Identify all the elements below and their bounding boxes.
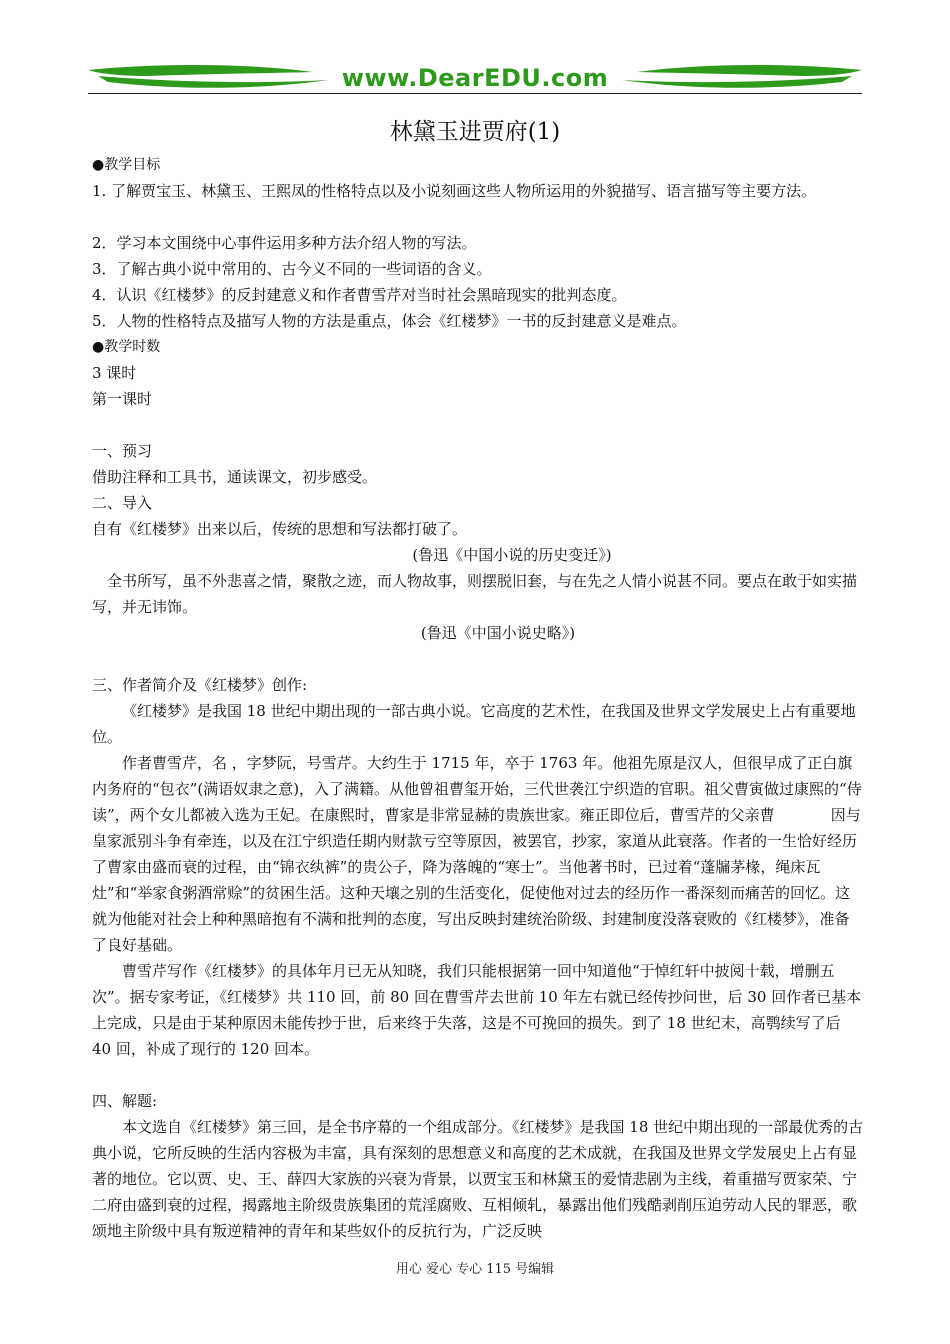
preview-text: 借助注释和工具书，通读课文，初步感受。: [92, 468, 378, 486]
author-paragraph-1: 《红楼梦》是我国 18 世纪中期出现的一部古典小说。它高度的艺术性，在我国及世界文学发展史上占有重要地位。: [92, 702, 856, 746]
quote-1-source: (鲁迅《中国小说的历史变迁》): [412, 546, 612, 564]
site-banner: [88, 60, 862, 96]
analysis-paragraph-1: 本文选自《红楼梦》第三回，是全书序幕的一个组成部分。《红楼梦》是我国 18 世纪中期出现的一部最优秀的古典小说，它所反映的生活内容极为丰富，具有深刻的思想意义和高度的艺术成就，在我国及世界文学发展史上占有显著的地位。它以贾、史、王、薛四大家族的兴衰为背景，以贾宝玉和林黛玉的爱情悲剧为主线，着重描写贾家荣、宁二府由盛到衰的过程，揭露地主阶级贵族集团的荒淫腐败、互相倾轧，暴露出他们残酷剥削压迫劳动人民的罪恶，歌颂地主阶级中具有叛逆精神的青年和某些奴仆的反抗行为，广泛反映: [92, 1118, 864, 1240]
intro-heading: 二、导入: [92, 494, 153, 512]
header-rule: [88, 93, 862, 94]
goal-1: 1. 了解贾宝玉、林黛玉、王熙凤的性格特点以及小说刻画这些人物所运用的外貌描写、语言描写等主要方法。: [92, 182, 817, 200]
quote-2: 全书所写，虽不外悲喜之情，聚散之迹，而人物故事，则摆脱旧套，与在先之人情小说甚不同。要点在敢于如实描写，并无讳饰。: [92, 572, 858, 616]
preview-heading: 一、预习: [92, 442, 153, 460]
goals-heading: ●教学目标: [92, 157, 161, 173]
site-url: www.DearEDU.com: [341, 64, 609, 92]
goal-4: 4．认识《红楼梦》的反封建意义和作者曹雪芹对当时社会黑暗现实的批判态度。: [92, 286, 627, 304]
author-paragraph-2: [92, 750, 864, 958]
quote-1: 自有《红楼梦》出来以后，传统的思想和写法都打破了。: [92, 520, 468, 538]
lesson-label: 第一课时: [92, 390, 153, 408]
hours-value: 3 课时: [92, 364, 137, 382]
document-body: [92, 152, 864, 1244]
author-heading: 三、作者简介及《红楼梦》创作:: [92, 676, 308, 694]
author-paragraph-2-part-b: 因与皇家派别斗争有牵连，以及在江宁织造任期内财款亏空等原因，被罢官，抄家，家道从此衰落。作者的一生恰好经历了曹家由盛而衰的过程，由“锦衣纨裤”的贵公子，降为落魄的“寒士”。当他著书时，已过着“蓬牖茅椽，绳床瓦灶”和“举家食粥酒常赊”的贫困生活。这种天壤之别的生活变化，促使他对过去的经历作一番深刻而痛苦的回忆。这就为他能对社会上种种黑暗抱有不满和批判的态度，写出反映封建统治阶级、封建制度没落衰败的《红楼梦》，准备了良好基础。: [92, 806, 861, 954]
analysis-heading: 四、解题:: [92, 1092, 158, 1110]
hours-heading: ●教学时数: [92, 339, 161, 355]
goal-5: 5．人物的性格特点及描写人物的方法是重点，体会《红楼梦》一书的反封建意义是难点。: [92, 312, 687, 330]
quote-2-source: (鲁迅《中国小说史略》): [420, 624, 576, 642]
document-title: 林黛玉进贾府(1): [389, 119, 561, 145]
goal-3: 3．了解古典小说中常用的、古今义不同的一些词语的含义。: [92, 260, 492, 278]
page-footer: 用心 爱心 专心 115 号编辑: [395, 1262, 555, 1277]
author-paragraph-2-part-a: 作者曹雪芹，名 ，字梦阮，号雪芹。大约生于 1715 年，卒于 1763 年。他祖先原是汉人，但很早成了正白旗内务府的“包衣”(满语奴隶之意)，入了满籍。从他曾祖曹玺开始，三代世袭江宁织造的官职。祖父曹寅做过康熙的“侍读”，两个女儿都被入选为王妃。在康熙时，曹家是非常显赫的贵族世家。雍正即位后，曹雪芹的父亲曹: [92, 754, 862, 824]
goal-2: 2．学习本文围绕中心事件运用多种方法介绍人物的写法。: [92, 234, 477, 252]
author-paragraph-3: 曹雪芹写作《红楼梦》的具体年月已无从知晓，我们只能根据第一回中知道他“于悼红轩中披阅十载，增删五次”。据专家考证，《红楼梦》共 110 回，前 80 回在曹雪芹去世前 10 年左右就已经传抄问世，后 30 回作者已基本上完成，只是由于某种原因未能传抄于世，后来终于失落，这是不可挽回的损失。到了 18 世纪末，高鹗续写了后 40 回，补成了现行的 120 回本。: [92, 962, 862, 1058]
